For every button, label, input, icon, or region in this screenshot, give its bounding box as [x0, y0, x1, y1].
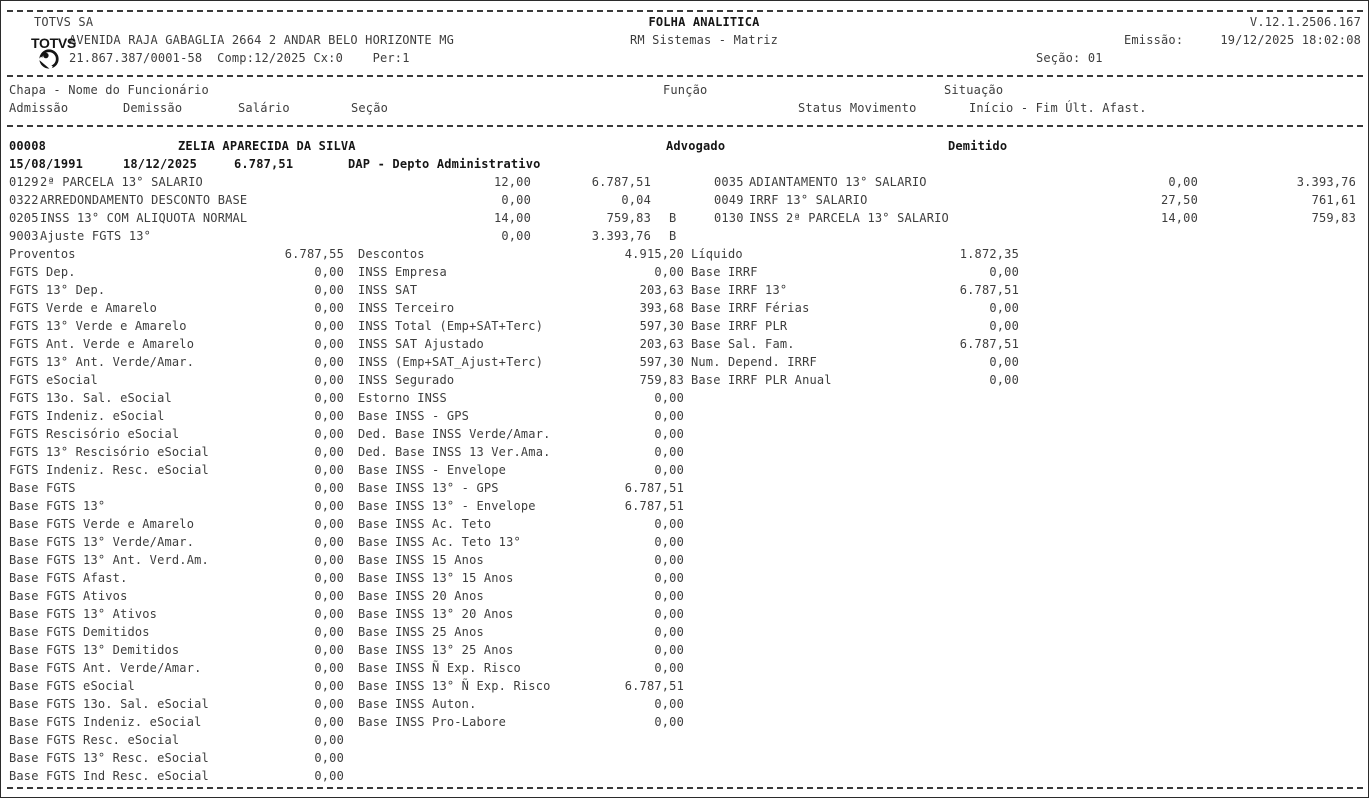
event-left-code: 0205: [9, 211, 39, 225]
base-value: 0,00: [654, 571, 684, 585]
base-value: 0,00: [654, 427, 684, 441]
employee-secao: DAP - Depto Administrativo: [348, 157, 541, 171]
base-label: FGTS 13° Dep.: [9, 283, 106, 297]
base-label: INSS Total (Emp+SAT+Terc): [358, 319, 544, 333]
col-admissao: Admissão: [9, 101, 69, 115]
base-label: Num. Depend. IRRF: [691, 355, 817, 369]
base-value: 0,00: [989, 301, 1019, 315]
base-value: 0,00: [314, 373, 344, 387]
separator-bottom: [7, 787, 1363, 789]
base-value: 0,00: [654, 607, 684, 621]
event-left-value: 0,04: [621, 193, 651, 207]
base-value: 393,68: [639, 301, 684, 315]
base-label: Base INSS 13° 20 Anos: [358, 607, 514, 621]
base-value: 0,00: [314, 409, 344, 423]
base-label: FGTS eSocial: [9, 373, 98, 387]
base-value: 0,00: [654, 391, 684, 405]
separator-header: [7, 75, 1363, 77]
event-left-desc: INSS 13° COM ALIQUOTA NORMAL: [40, 211, 248, 225]
base-label: Base FGTS Verde e Amarelo: [9, 517, 195, 531]
base-value: 0,00: [654, 517, 684, 531]
report-subtitle: RM Sistemas - Matriz: [629, 33, 779, 47]
base-label: Base FGTS 13° Ant. Verd.Am.: [9, 553, 209, 567]
employee-salario: 6.787,51: [234, 157, 294, 171]
base-value: 0,00: [654, 589, 684, 603]
base-label: Base FGTS 13° Resc. eSocial: [9, 751, 209, 765]
base-label: Base INSS Auton.: [358, 697, 477, 711]
base-label: Base INSS - Envelope: [358, 463, 507, 477]
base-value: 6.787,51: [624, 481, 684, 495]
base-label: Base IRRF PLR: [691, 319, 788, 333]
summary-descontos-label: Descontos: [358, 247, 425, 261]
base-label: Base FGTS Ativos: [9, 589, 128, 603]
event-right-ref: 0,00: [1168, 175, 1198, 189]
base-value: 0,00: [314, 553, 344, 567]
base-value: 0,00: [314, 499, 344, 513]
base-label: INSS Terceiro: [358, 301, 455, 315]
base-value: 0,00: [314, 517, 344, 531]
base-label: FGTS Dep.: [9, 265, 76, 279]
base-value: 0,00: [314, 697, 344, 711]
company-name: TOTVS SA: [34, 15, 94, 29]
base-value: 0,00: [314, 643, 344, 657]
event-left-desc: Ajuste FGTS 13°: [40, 229, 152, 243]
base-label: Base INSS Pro-Labore: [358, 715, 507, 729]
summary-proventos-label: Proventos: [9, 247, 76, 261]
base-value: 0,00: [654, 445, 684, 459]
col-inicio-fim: Início - Fim Últ. Afast.: [969, 101, 1147, 115]
base-value: 0,00: [654, 265, 684, 279]
base-label: Base FGTS Afast.: [9, 571, 128, 585]
base-value: 0,00: [654, 535, 684, 549]
section-label: Seção: 01: [1036, 51, 1103, 65]
base-value: 0,00: [654, 715, 684, 729]
base-label: FGTS Indeniz. eSocial: [9, 409, 165, 423]
base-label: Base Sal. Fam.: [691, 337, 795, 351]
event-left-flag: B: [669, 211, 677, 225]
base-value: 6.787,51: [624, 499, 684, 513]
event-right-ref: 14,00: [1160, 211, 1198, 225]
base-value: 0,00: [654, 625, 684, 639]
base-value: 0,00: [989, 355, 1019, 369]
employee-nome: ZELIA APARECIDA DA SILVA: [178, 139, 356, 153]
base-label: Base FGTS 13o. Sal. eSocial: [9, 697, 209, 711]
base-value: 0,00: [314, 427, 344, 441]
base-value: 0,00: [314, 607, 344, 621]
col-situacao: Situação: [944, 83, 1004, 97]
base-value: 0,00: [989, 373, 1019, 387]
base-label: Base FGTS: [9, 481, 76, 495]
base-label: FGTS 13o. Sal. eSocial: [9, 391, 172, 405]
emission-label: Emissão:: [1124, 33, 1184, 47]
base-label: Base INSS - GPS: [358, 409, 470, 423]
base-label: FGTS Rescisório eSocial: [9, 427, 180, 441]
totvs-logo-icon: [8, 34, 30, 56]
base-value: 0,00: [314, 337, 344, 351]
event-right-desc: IRRF 13° SALARIO: [749, 193, 868, 207]
report-title: FOLHA ANALITICA: [648, 15, 760, 29]
company-address: AVENIDA RAJA GABAGLIA 2664 2 ANDAR BELO HORIZONTE MG: [69, 33, 455, 47]
event-right-code: 0049: [714, 193, 744, 207]
base-value: 6.787,51: [959, 283, 1019, 297]
employee-situacao: Demitido: [948, 139, 1008, 153]
event-left-ref: 14,00: [493, 211, 531, 225]
base-value: 0,00: [654, 409, 684, 423]
base-label: INSS SAT Ajustado: [358, 337, 484, 351]
base-label: Ded. Base INSS Verde/Amar.: [358, 427, 551, 441]
event-right-code: 0130: [714, 211, 744, 225]
base-label: Base FGTS Ant. Verde/Amar.: [9, 661, 202, 675]
summary-liquido-label: Líquido: [691, 247, 743, 261]
base-label: Base INSS 13° 15 Anos: [358, 571, 514, 585]
base-value: 0,00: [314, 715, 344, 729]
col-secao: Seção: [351, 101, 389, 115]
event-left-code: 0322: [9, 193, 39, 207]
event-left-desc: ARREDONDAMENTO DESCONTO BASE: [40, 193, 248, 207]
event-left-code: 0129: [9, 175, 39, 189]
base-value: 0,00: [314, 265, 344, 279]
base-label: Base INSS 13° - Envelope: [358, 499, 536, 513]
base-value: 0,00: [314, 391, 344, 405]
base-value: 597,30: [639, 355, 684, 369]
base-label: Base FGTS 13°: [9, 499, 106, 513]
base-value: 0,00: [989, 265, 1019, 279]
base-value: 0,00: [314, 301, 344, 315]
base-value: 0,00: [314, 535, 344, 549]
base-value: 0,00: [314, 463, 344, 477]
base-label: Base INSS Ac. Teto 13°: [358, 535, 521, 549]
base-label: FGTS Ant. Verde e Amarelo: [9, 337, 195, 351]
event-right-value: 3.393,76: [1296, 175, 1356, 189]
base-value: 0,00: [989, 319, 1019, 333]
base-label: Base FGTS Ind Resc. eSocial: [9, 769, 209, 783]
base-label: Base FGTS Demitidos: [9, 625, 150, 639]
report-version: V.12.1.2506.167: [1249, 15, 1361, 29]
event-left-value: 3.393,76: [591, 229, 651, 243]
base-value: 0,00: [314, 355, 344, 369]
col-funcao: Função: [663, 83, 708, 97]
base-label: Base INSS 13° - GPS: [358, 481, 499, 495]
base-value: 0,00: [654, 643, 684, 657]
base-label: Base INSS 15 Anos: [358, 553, 484, 567]
base-label: Base IRRF 13°: [691, 283, 788, 297]
base-label: INSS SAT: [358, 283, 418, 297]
event-right-ref: 27,50: [1160, 193, 1198, 207]
event-right-desc: ADIANTAMENTO 13° SALARIO: [749, 175, 927, 189]
event-left-ref: 0,00: [501, 229, 531, 243]
event-right-value: 759,83: [1311, 211, 1356, 225]
event-left-code: 9003: [9, 229, 39, 243]
event-left-value: 759,83: [606, 211, 651, 225]
base-label: INSS Segurado: [358, 373, 455, 387]
employee-admissao: 15/08/1991: [9, 157, 84, 171]
col-demissao: Demissão: [123, 101, 183, 115]
base-value: 203,63: [639, 337, 684, 351]
base-label: Base FGTS Resc. eSocial: [9, 733, 180, 747]
base-label: FGTS 13° Rescisório eSocial: [9, 445, 209, 459]
col-status-movimento: Status Movimento: [798, 101, 917, 115]
base-value: 0,00: [314, 589, 344, 603]
summary-descontos-value: 4.915,20: [624, 247, 684, 261]
base-value: 0,00: [314, 445, 344, 459]
summary-proventos-value: 6.787,55: [284, 247, 344, 261]
event-right-code: 0035: [714, 175, 744, 189]
col-chapa-nome: Chapa - Nome do Funcionário: [9, 83, 209, 97]
separator-columns: [7, 125, 1363, 127]
emission-datetime: 19/12/2025 18:02:08: [1220, 33, 1361, 47]
base-label: Base INSS 13° Ñ Exp. Risco: [358, 679, 551, 693]
base-value: 0,00: [654, 463, 684, 477]
base-label: Ded. Base INSS 13 Ver.Ama.: [358, 445, 551, 459]
base-value: 0,00: [314, 733, 344, 747]
base-value: 6.787,51: [624, 679, 684, 693]
base-label: Base FGTS 13° Verde/Amar.: [9, 535, 195, 549]
base-label: FGTS Verde e Amarelo: [9, 301, 158, 315]
base-value: 0,00: [314, 769, 344, 783]
base-label: Base FGTS eSocial: [9, 679, 135, 693]
summary-liquido-value: 1.872,35: [959, 247, 1019, 261]
col-salario: Salário: [238, 101, 290, 115]
base-label: Base FGTS Indeniz. eSocial: [9, 715, 202, 729]
base-value: 759,83: [639, 373, 684, 387]
base-value: 0,00: [314, 481, 344, 495]
base-value: 0,00: [654, 697, 684, 711]
base-value: 0,00: [314, 625, 344, 639]
base-value: 0,00: [654, 661, 684, 675]
base-value: 0,00: [314, 679, 344, 693]
base-label: FGTS Indeniz. Resc. eSocial: [9, 463, 209, 477]
base-value: 6.787,51: [959, 337, 1019, 351]
event-left-value: 6.787,51: [591, 175, 651, 189]
base-value: 0,00: [314, 661, 344, 675]
totvs-logo-text: TOTVS: [31, 35, 76, 51]
base-value: 0,00: [314, 751, 344, 765]
event-left-desc: 2ª PARCELA 13° SALARIO: [40, 175, 203, 189]
separator-top: [7, 10, 1363, 12]
base-label: INSS (Emp+SAT_Ajust+Terc): [358, 355, 544, 369]
base-value: 0,00: [314, 319, 344, 333]
base-label: Estorno INSS: [358, 391, 447, 405]
base-label: Base INSS 13° 25 Anos: [358, 643, 514, 657]
event-left-ref: 12,00: [493, 175, 531, 189]
event-left-flag: B: [669, 229, 677, 243]
event-left-ref: 0,00: [501, 193, 531, 207]
base-label: FGTS 13° Verde e Amarelo: [9, 319, 187, 333]
event-right-value: 761,61: [1311, 193, 1356, 207]
base-label: Base IRRF Férias: [691, 301, 810, 315]
base-label: Base FGTS 13° Ativos: [9, 607, 158, 621]
base-label: INSS Empresa: [358, 265, 447, 279]
employee-chapa: 00008: [9, 139, 47, 153]
employee-funcao: Advogado: [666, 139, 726, 153]
employee-demissao: 18/12/2025: [123, 157, 198, 171]
event-right-desc: INSS 2ª PARCELA 13° SALARIO: [749, 211, 949, 225]
base-value: 597,30: [639, 319, 684, 333]
base-value: 203,63: [639, 283, 684, 297]
base-value: 0,00: [654, 553, 684, 567]
base-label: Base IRRF: [691, 265, 758, 279]
base-label: Base INSS 20 Anos: [358, 589, 484, 603]
base-label: Base INSS 25 Anos: [358, 625, 484, 639]
company-registration: 21.867.387/0001-58 Comp:12/2025 Cx:0 Per:1: [69, 51, 410, 65]
base-value: 0,00: [314, 571, 344, 585]
base-label: FGTS 13° Ant. Verde/Amar.: [9, 355, 195, 369]
base-label: Base INSS Ac. Teto: [358, 517, 492, 531]
base-label: Base INSS Ñ Exp. Risco: [358, 661, 521, 675]
base-label: Base IRRF PLR Anual: [691, 373, 832, 387]
base-value: 0,00: [314, 283, 344, 297]
base-label: Base FGTS 13° Demitidos: [9, 643, 180, 657]
